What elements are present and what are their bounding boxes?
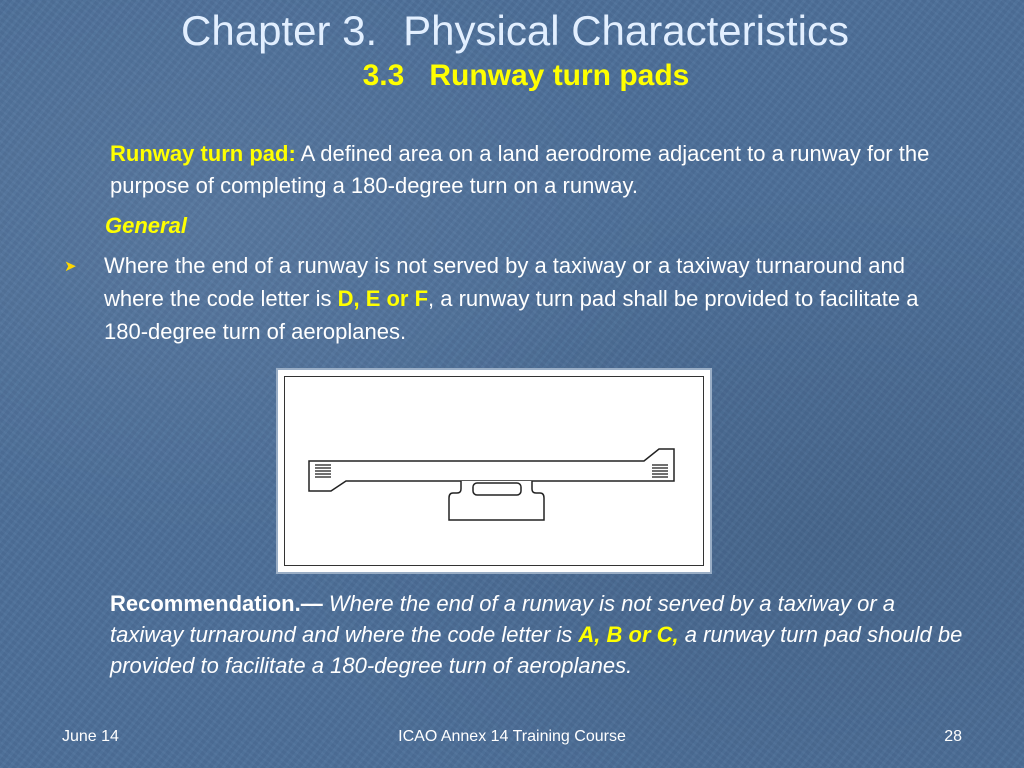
- holding-bay: [473, 483, 521, 495]
- slide-title-topic: Physical Characteristics: [403, 7, 849, 54]
- definition-paragraph: [110, 138, 940, 202]
- definition-term: Runway turn pad:: [110, 141, 296, 166]
- recommendation-code-letters: A, B or C,: [578, 622, 679, 647]
- diagram-frame: [284, 376, 704, 566]
- recommendation-text-after: a runway turn pad should be provided to facilitate a 180-degree turn of aeroplanes.: [110, 622, 963, 678]
- slide-title: [0, 6, 1024, 56]
- slide-title-chapter: Chapter 3.: [181, 7, 378, 54]
- recommendation-lead: Recommendation.—: [110, 591, 323, 616]
- definition-text: A defined area on a land aerodrome adjacent to a runway for the purpose of completing a 180-degree turn on a runway.: [110, 141, 930, 198]
- runway-turn-pad-diagram: [276, 368, 712, 574]
- footer-course: ICAO Annex 14 Training Course: [398, 728, 626, 745]
- bullet-text-after: , a runway turn pad shall be provided to facilitate a 180-degree turn of aeroplanes.: [104, 286, 919, 344]
- arrow-bullet-icon: ➤: [64, 258, 77, 275]
- footer-page-number: 28: [944, 728, 962, 745]
- recommendation-text-before: Where the end of a runway is not served by a taxiway or a taxiway turnaround and where the code letter is: [110, 591, 895, 647]
- bullet-text-before: Where the end of a runway is not served by a taxiway or a taxiway turnaround and where the code letter is: [104, 253, 905, 311]
- runway-turn-pad-drawing: [285, 377, 707, 569]
- general-heading: General: [105, 213, 187, 238]
- bullet-code-letters: D, E or F: [337, 286, 429, 311]
- slide-subtitle: 3.3 Runway turn pads: [362, 59, 690, 92]
- recommendation-paragraph: [110, 588, 965, 681]
- footer-date: June 14: [62, 728, 119, 745]
- bullet-text: [104, 249, 964, 348]
